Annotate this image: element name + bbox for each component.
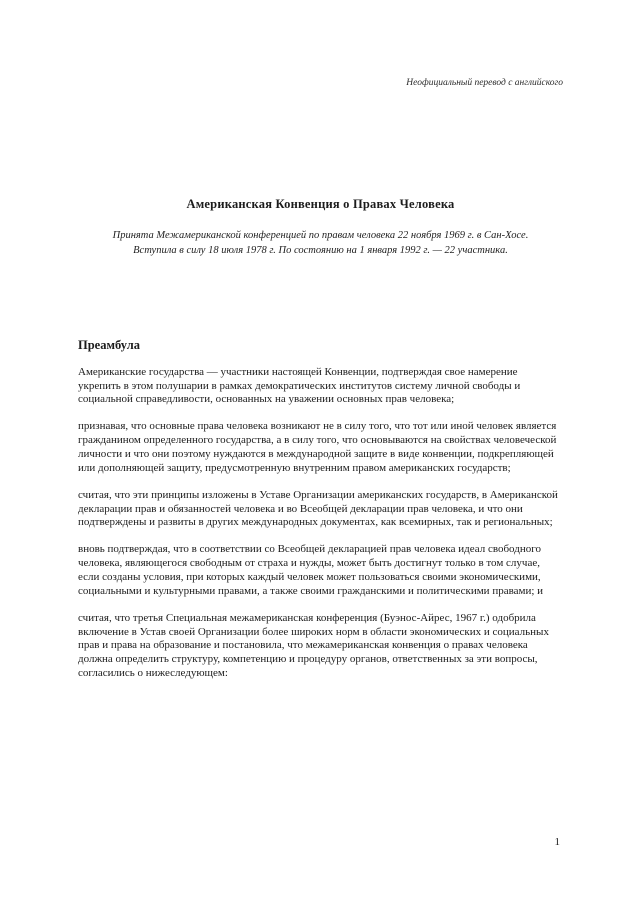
translation-note: Неофициальный перевод с английского xyxy=(406,78,563,88)
paragraph-5: считая, что третья Специальная межамериканская конференция (Буэнос-Айрес, 1967 г.) одобрила включение в Устав своей Организации более широких норм в области экономических и социальных прав и права на образование и постановила, что межамериканская конвенция о правах человека должна определить структуру, компетенцию и процедуру органов, ответственных за эти вопросы, согласились о нижеследующем: xyxy=(78,611,549,680)
paragraph-3: считая, что эти принципы изложены в Уставе Организации американских государств, в Американской декларации прав и обязанностей человека и во Всеобщей декларации прав человека, и что они подтверждены и развиты в других международных документах, как всемирных, так и региональных; xyxy=(78,488,558,529)
paragraph-4: вновь подтверждая, что в соответствии со Всеобщей декларацией прав человека идеал свободного человека, являющегося свободным от страха и нужды, может быть достигнут только в том случае, если созданы условия, при которых каждый человек может пользоваться своими экономическими, социальными и культурными правами, а также своими гражданскими и политическими правами; и xyxy=(78,543,544,597)
document-title: Американская Конвенция о Правах Человека xyxy=(186,197,455,212)
document-subtitle: Принята Межамериканской конференцией по правам человека 22 ноября 1969 г. в Сан-Хосе. Вступила в силу 18 июля 1978 г. По состоянию на 1 января 1992 г. — 22 участника. xyxy=(112,230,529,256)
page-number: 1 xyxy=(554,836,560,848)
section-heading-preamble: Преамбула xyxy=(78,337,140,352)
paragraph-2: признавая, что основные права человека возникают не в силу того, что тот или иной человек является гражданином определенного государства, а в силу того, что основываются на свойствах человеческой личности и что они поэтому нуждаются в международной защите в виде конвенции, подкрепляющей или дополняющей защиту, предусмотренную внутренним правом американских государств; xyxy=(78,420,557,474)
paragraph-1: Американские государства — участники настоящей Конвенции, подтверждая свое намерение укрепить в этом полушарии в рамках демократических институтов систему личной свободы и социальной справедливости, основанных на уважении основных прав человека; xyxy=(78,365,521,406)
